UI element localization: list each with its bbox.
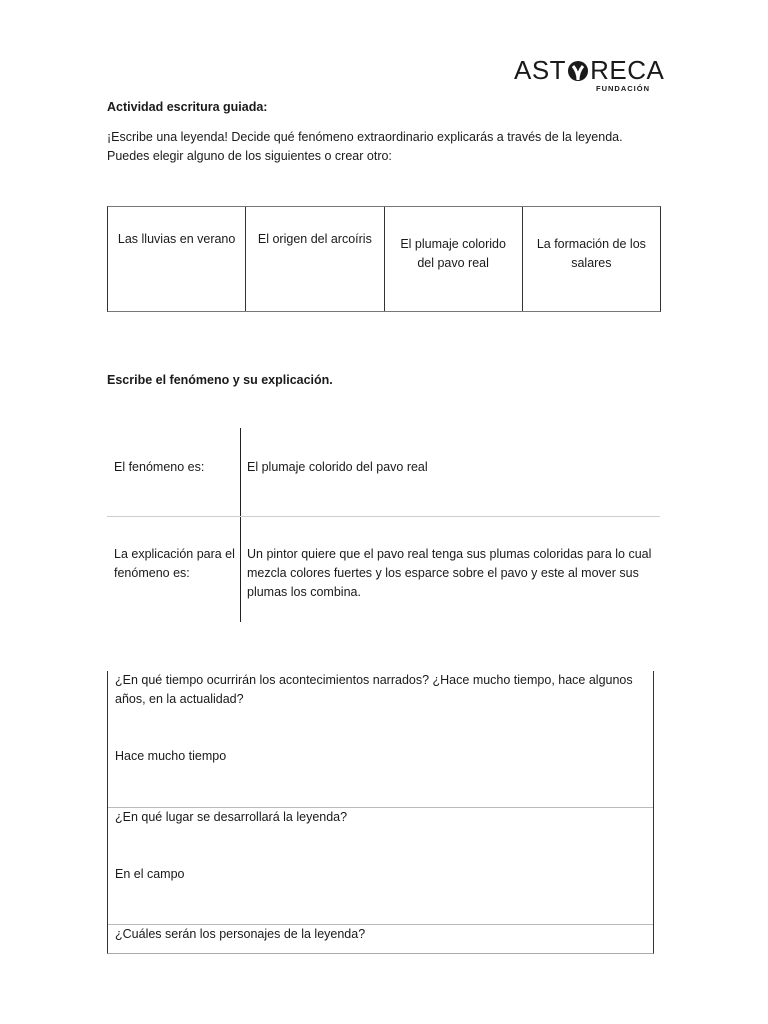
questions-table [107,671,654,954]
logo-wordmark: AST RECA [514,55,665,85]
question-text: ¿En qué lugar se desarrollará la leyenda? [115,810,348,824]
question-text: ¿Cuáles serán los personajes de la leyenda? [115,927,366,941]
question-row [108,924,653,953]
question-text: ¿En qué tiempo ocurrirán los acontecimientos narrados? ¿Hace mucho tiempo, hace algunos años, en la actualidad? [115,673,633,706]
answer-text: Hace mucho tiempo [115,749,227,763]
explanation-value: Un pintor quiere que el pavo real tenga sus plumas coloridas para lo cual mezcla colores fuertes y los esparce sobre el pavo y este al mover sus plumas los combina. [247,547,652,599]
option-cell: Las lluvias en verano [108,207,246,311]
column-divider [240,428,241,622]
phenomenon-value: El plumaje colorido del pavo real [247,460,428,474]
question-row [108,807,653,924]
answer-text: En el campo [115,867,185,881]
phenomenon-table [107,428,660,622]
logo-o-icon [567,60,589,82]
option-cell: El plumaje colorido del pavo real [385,207,523,311]
section-heading: Escribe el fenómeno y su explicación. [107,373,333,387]
intro-paragraph [107,128,667,166]
phenomenon-label: El fenómeno es: [114,460,205,474]
logo-subtitle: FUNDACIÓN [596,84,650,93]
activity-title: Actividad escritura guiada: [107,100,268,114]
explanation-label: La explicación para el fenómeno es: [114,547,235,580]
question-row [108,671,653,807]
intro-line-2: Puedes elegir alguno de los siguientes o crear otro: [107,149,392,163]
options-table [107,206,661,312]
option-cell: El origen del arcoíris [246,207,384,311]
intro-line-1: ¡Escribe una leyenda! Decide qué fenómeno extraordinario explicarás a través de la leyenda. [107,130,623,144]
astoreca-logo [514,55,665,99]
row-divider [107,516,660,517]
option-cell: La formación de los salares [536,237,646,270]
